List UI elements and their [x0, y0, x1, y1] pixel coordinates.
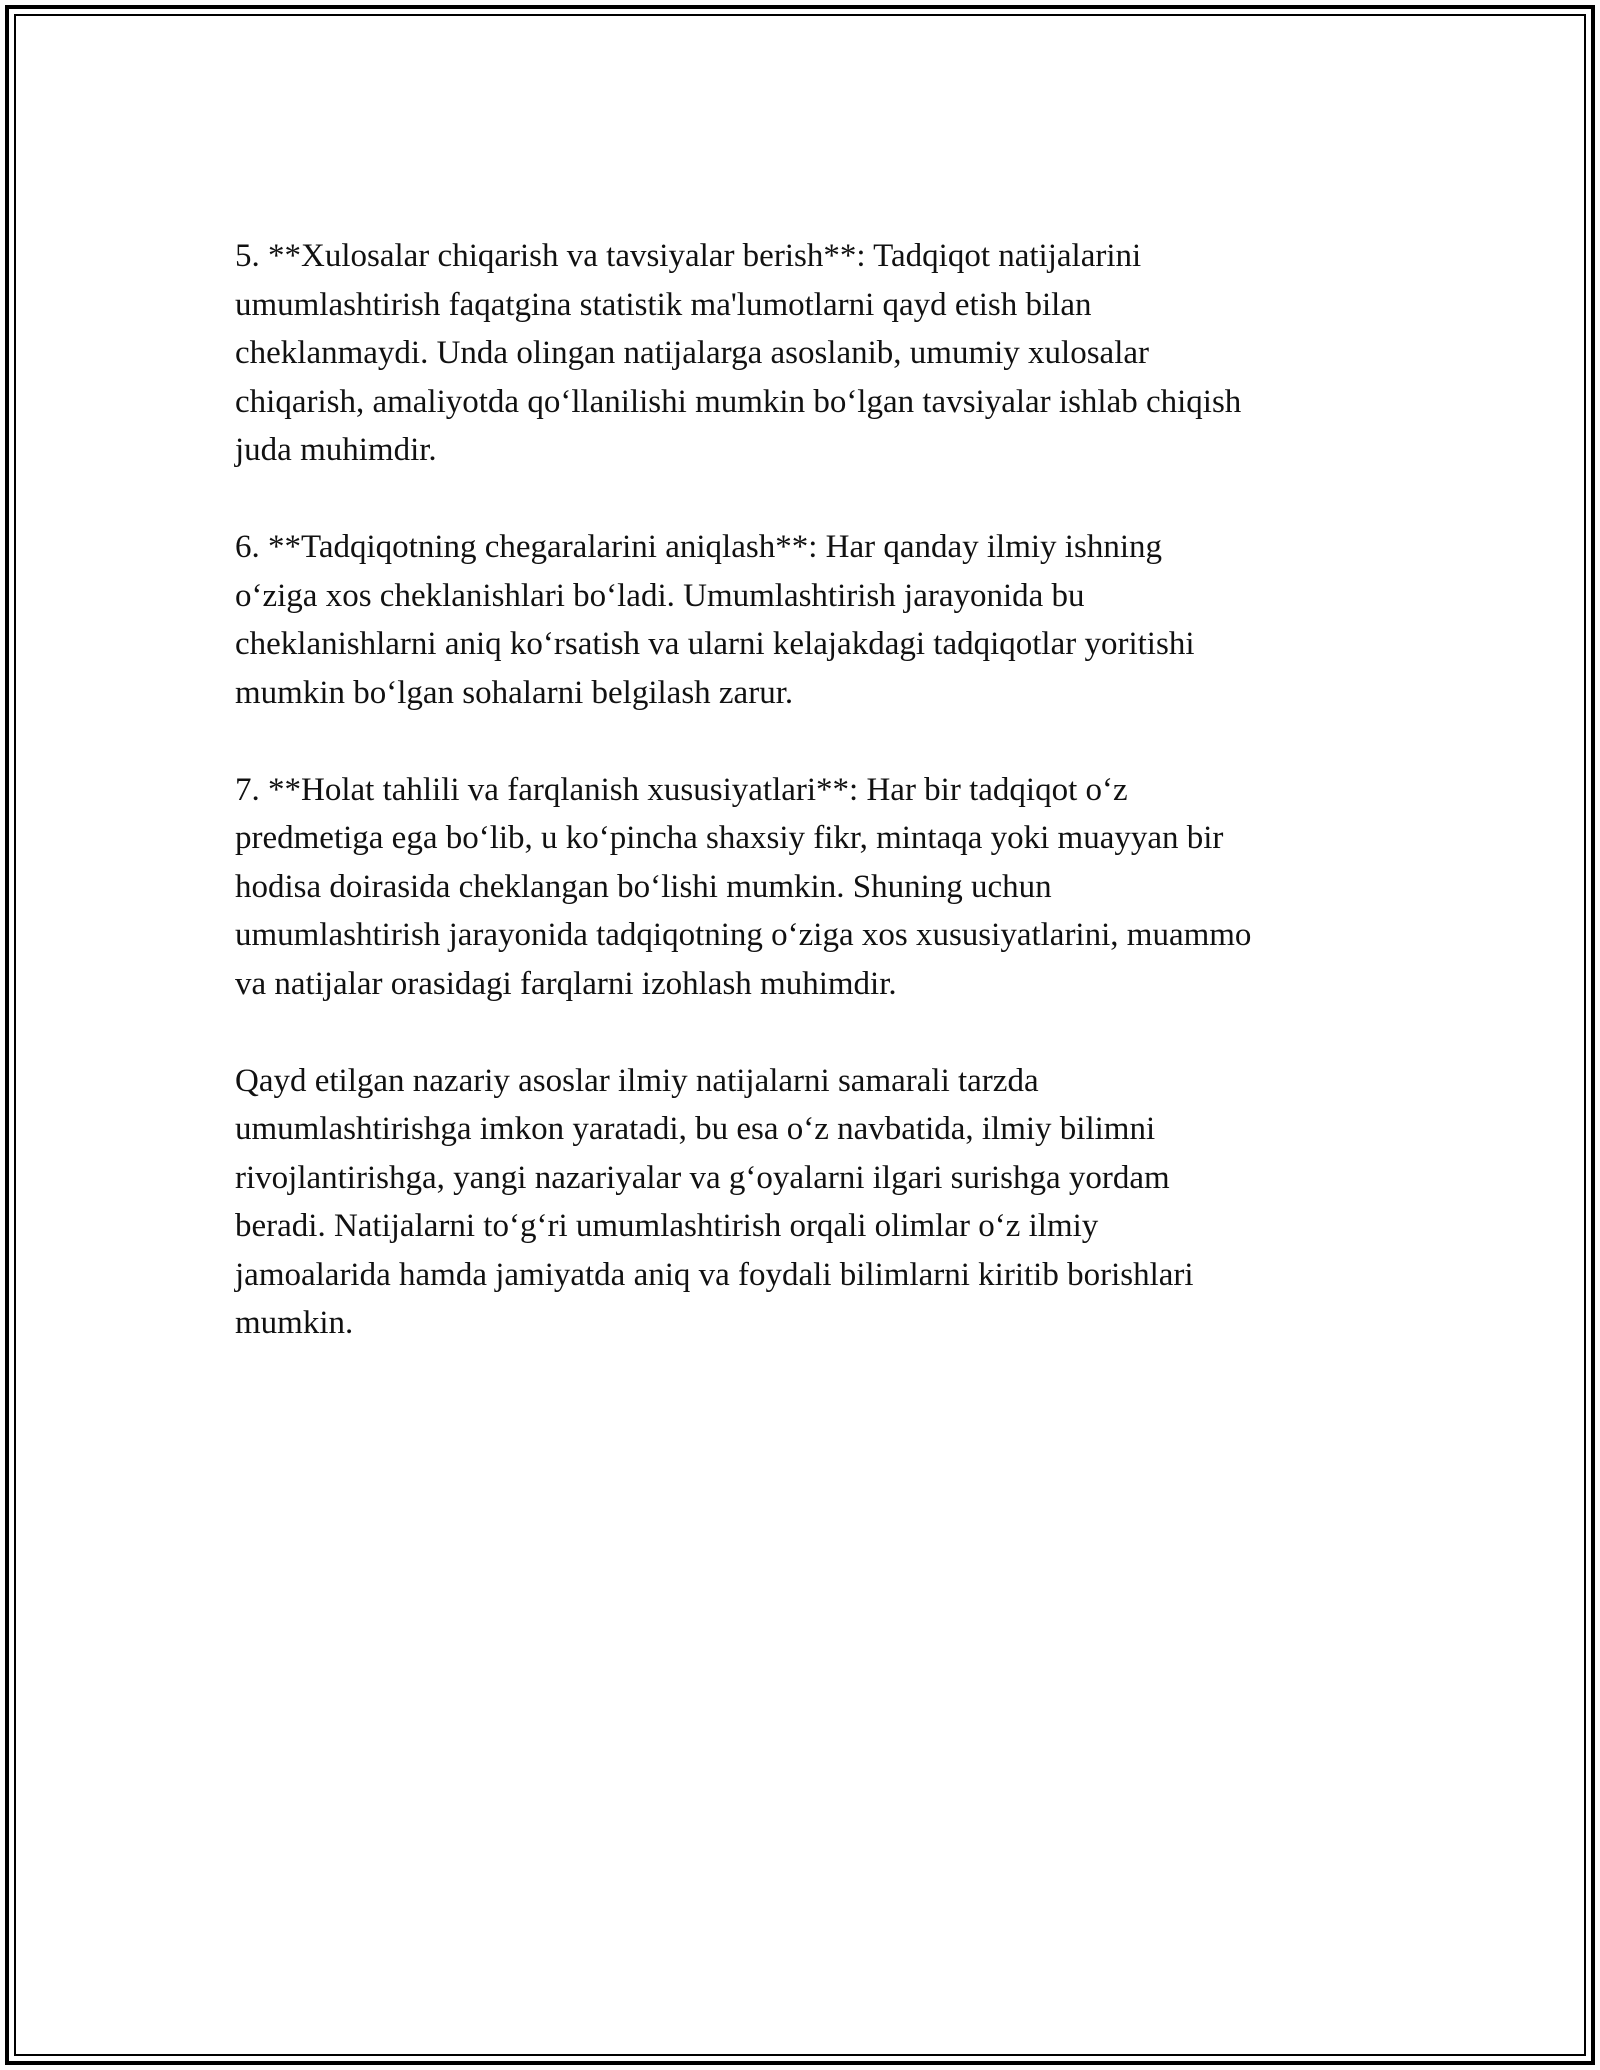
paragraph-conclusions: 5. **Xulosalar chiqarish va tavsiyalar berish**: Tadqiqot natijalarini umumlashtirish faqatgina statistik ma'lumotlarni qayd etish bilan cheklanmaydi. Unda olingan natijalarga asoslanib, umumiy xulosalar chiqarish, amaliyotda qo‘llanilishi mumkin bo‘lgan tavsiyalar ishlab chiqish juda muhimdir. [235, 238, 1242, 468]
paragraph-limitations: 6. **Tadqiqotning chegaralarini aniqlash**: Har qanday ilmiy ishning o‘ziga xos cheklanishlari bo‘ladi. Umumlashtirish jarayonida bu cheklanishlarni aniq ko‘rsatish va ularni kelajakdagi tadqiqotlar yoritishi mumkin bo‘lgan sohalarni belgilash zarur. [235, 529, 1195, 711]
paragraph-case-analysis: 7. **Holat tahlili va farqlanish xususiyatlari**: Har bir tadqiqot o‘z predmetiga ega bo‘lib, u ko‘pincha shaxsiy fikr, mintaqa yoki muayyan bir hodisa doirasida cheklangan bo‘lishi mumkin. Shuning uchun umumlashtirish jarayonida tadqiqotning o‘ziga xos xususiyatlarini, muammo va natijalar orasidagi farqlarni izohlash muhimdir. [235, 771, 1252, 1002]
paragraph-summary: Qayd etilgan nazariy asoslar ilmiy natijalarni samarali tarzda umumlashtirishga imkon yaratadi, bu esa o‘z navbatida, ilmiy bilimni rivojlantirishga, yangi nazariyalar va g‘oyalarni ilgari surishga yordam beradi. Natijalarni to‘g‘ri umumlashtirish orqali olimlar o‘z ilmiy jamoalarida hamda jamiyatda aniq va foydali bilimlarni kiritib borishlari mumkin. [235, 1062, 1194, 1341]
document-body [235, 232, 1385, 1396]
